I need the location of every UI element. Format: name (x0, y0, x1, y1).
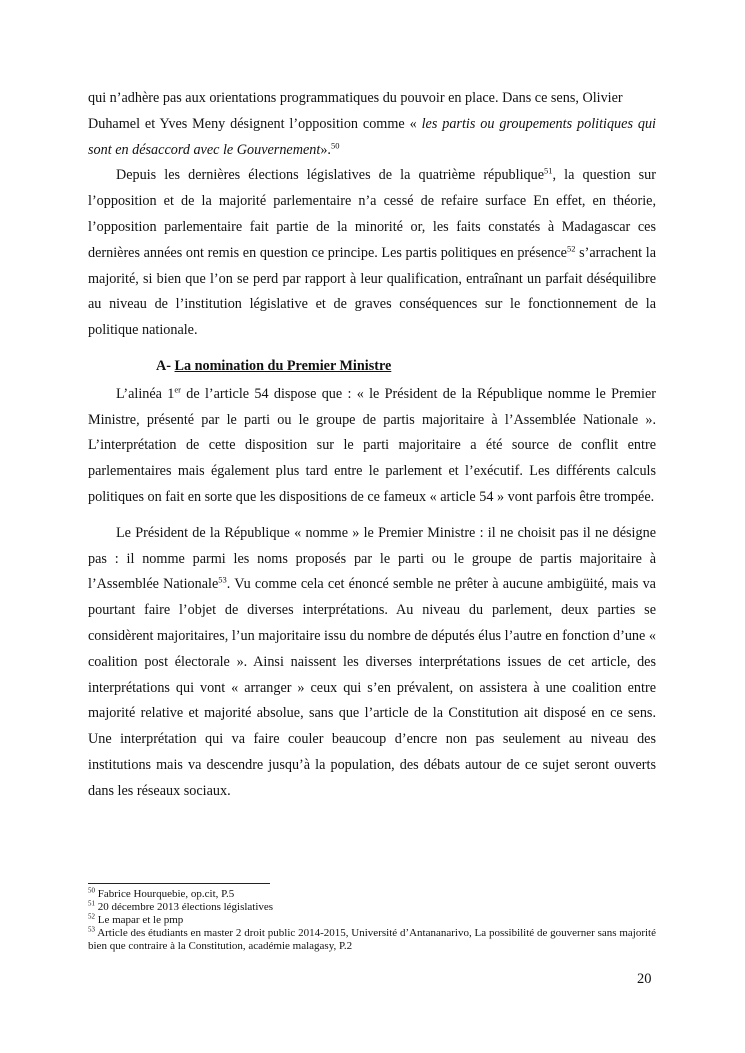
p4-text-a: Le Président de la République « nomme » le Premier Ministre : il ne choisit pas il ne désigne pas : il nomme parmi les noms proposés par le parti ou le groupe de partis majoritaire à l’Assemblée Nationale (88, 524, 656, 593)
page-number: 20 (637, 971, 652, 987)
footnote-separator (88, 883, 270, 884)
paragraph-2 (88, 163, 656, 344)
footnote-53 (88, 927, 656, 953)
footnote-text: Fabrice Hourquebie, op.cit, P.5 (95, 888, 235, 900)
footnotes (88, 888, 656, 953)
ordinal-superscript: er (174, 384, 181, 395)
footnote-ref-51[interactable]: 51 (544, 165, 553, 176)
footnote-ref-53[interactable]: 53 (218, 574, 227, 585)
heading-title: La nomination du Premier Ministre (174, 357, 392, 374)
section-heading (88, 354, 656, 380)
footnote-number: 53 (88, 925, 95, 934)
footnote-number: 52 (88, 912, 95, 921)
paragraph-4 (88, 521, 656, 805)
p1-quote: les partis ou groupements politiques qui sont en désaccord avec le Gouvernement (88, 115, 657, 158)
paragraph-1 (88, 86, 656, 163)
p2-text-b: , la question sur l’opposition et de la majorité parlementaire n’a cessé de refaire surface En effet, en théorie, l’opposition parlementaire fait partie de la minorité or, les faits constatés à Madagascar ces dernières années ont remis en question ce principe. Les partis politiques en présence (88, 167, 656, 261)
heading-label: A- (156, 357, 175, 374)
footnote-text: 20 décembre 2013 élections législatives (95, 901, 274, 913)
p3-text-b: de l’article 54 dispose que : « le Président de la République nomme le Premier Ministre, présenté par le parti ou le groupe de partis majoritaire à l’Assemblée Nationale ». L’interprétation de cette disposition sur le parti majoritaire a été source de conflit entre parlementaires mais également plus tard entre le parlement et l’exécutif. Les différents calculs politiques on fait en sorte que les dispositions de ce fameux « article 54 » vont parfois être trompée. (88, 385, 656, 505)
footnote-number: 50 (88, 886, 95, 895)
footnote-52 (88, 914, 656, 927)
footnote-number: 51 (88, 899, 95, 908)
p2-text-c: s’arrachent la majorité, si bien que l’on se perd par rapport à leur qualification, entraînant un parfait déséquilibre au niveau de l’institution législative et de graves conséquences sur le fonctionnement de la politique nationale. (88, 244, 656, 339)
paragraph-3 (88, 382, 656, 511)
body-text (88, 86, 656, 805)
footnote-text: Article des étudiants en master 2 droit public 2014-2015, Université d’Antananarivo, La possibilité de gouverner sans majorité bien que contraire à la Constitution, académie malagasy, P.2 (88, 927, 656, 952)
p1-quote-close: ». (320, 141, 331, 158)
p1-line-2: Duhamel et Yves Meny désignent l’opposition comme « (88, 115, 422, 132)
footnote-ref-50[interactable]: 50 (330, 139, 340, 150)
footnote-51 (88, 901, 656, 914)
p2-text-a: Depuis les dernières élections législatives de la quatrième république (116, 167, 544, 184)
footnote-text: Le mapar et le pmp (95, 914, 184, 926)
footnote-50 (88, 888, 656, 901)
footnote-ref-52[interactable]: 52 (566, 243, 576, 254)
p3-text-a: L’alinéa 1 (116, 385, 175, 402)
p4-text-b: . Vu comme cela cet énoncé semble ne prêter à aucune ambigüité, mais va pourtant faire l’objet de diverses interprétations. Au niveau du parlement, deux parties se considèrent majoritaires, l’un majoritaire issu du nombre de députés élus l’autre en fonction d’une « coalition post électorale ». Ainsi naissent les diverses interprétations issues de cet article, des interprétations qui vont « arranger » ceux qui s’en prévalent, on assistera à une coalition entre majorité relative et majorité absolue, sans que l’article de la Constitution ait disposé en ce sens. Une interprétation qui va faire couler beaucoup d’encre non pas seulement au niveau des institutions mais va descendre jusqu’à la population, des débats autour de ce sujet seront ouverts dans les réseaux sociaux. (88, 576, 656, 799)
p1-line-1: qui n’adhère pas aux orientations programmatiques du pouvoir en place. Dans ce sens, Olivier (88, 90, 623, 106)
